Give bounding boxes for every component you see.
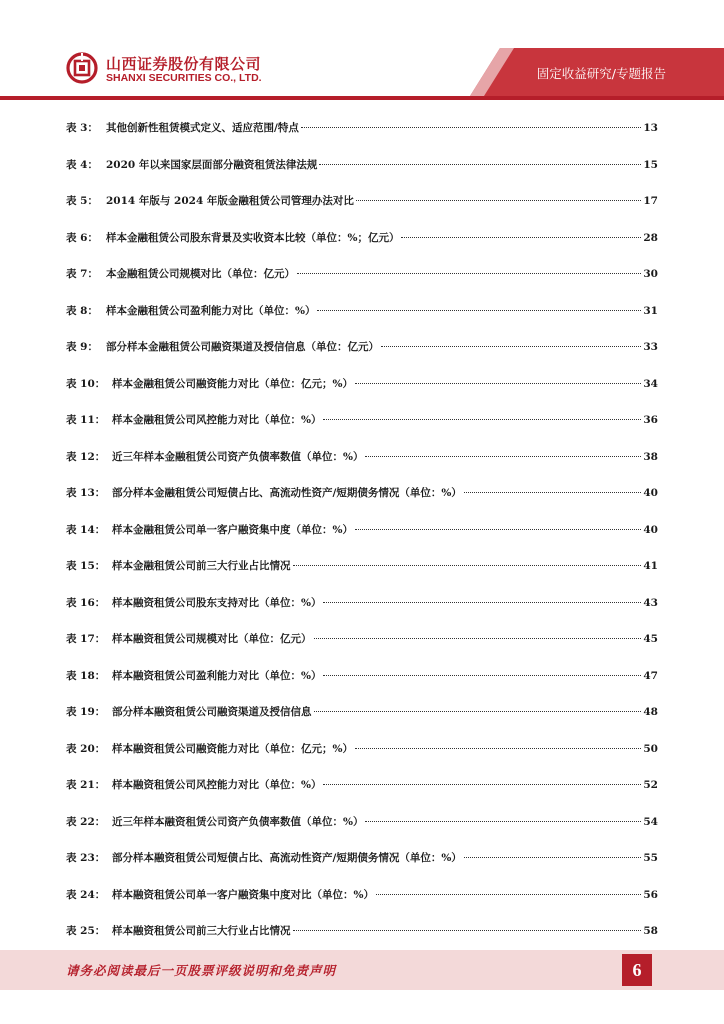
toc-entry-page[interactable]: 58 <box>643 925 658 937</box>
toc-dot-leader <box>314 629 642 639</box>
toc-entry[interactable] <box>66 301 658 338</box>
company-name-cn: 山西证券股份有限公司 <box>106 55 262 73</box>
toc-entry-page[interactable]: 50 <box>643 742 658 755</box>
toc-entry-page[interactable]: 48 <box>643 706 658 718</box>
toc-dot-leader <box>355 739 641 749</box>
toc-entry[interactable] <box>66 593 658 630</box>
toc-dot-leader <box>323 593 641 603</box>
toc-entry[interactable] <box>66 556 658 593</box>
toc-dot-leader <box>301 118 642 128</box>
toc-entry-page[interactable]: 45 <box>643 633 658 645</box>
toc-entry-label: 表 24： <box>66 888 106 901</box>
toc-entry-label: 表 8： <box>66 304 98 317</box>
toc-entry-page[interactable]: 47 <box>643 669 658 682</box>
toc-dot-leader <box>355 520 641 530</box>
toc-entry[interactable] <box>66 885 658 922</box>
page-footer <box>0 950 724 990</box>
toc-entry-title[interactable]: 样本金融租赁公司前三大行业占比情况 <box>112 560 291 572</box>
toc-entry-page[interactable]: 36 <box>643 414 658 426</box>
section-label: 固定收益研究/专题报告 <box>536 66 666 81</box>
toc-entry-label: 表 25： <box>66 925 106 937</box>
toc-entry[interactable] <box>66 775 658 812</box>
toc-entry[interactable] <box>66 812 658 849</box>
header-divider <box>0 96 724 100</box>
toc-entry-title[interactable]: 近三年样本融资租赁公司资产负债率数值（单位：%） <box>112 815 364 828</box>
toc-entry-page[interactable]: 43 <box>643 596 658 609</box>
toc-dot-leader <box>317 301 641 311</box>
toc-entry-page[interactable]: 31 <box>643 304 658 317</box>
toc-entry-title[interactable]: 样本金融租赁公司股东背景及实收资本比较（单位：%；亿元） <box>106 231 400 244</box>
toc-dot-leader <box>297 264 641 274</box>
toc-entry-label: 表 9： <box>66 341 98 353</box>
page-number: 6 <box>622 954 652 986</box>
toc-entry-label: 表 4： <box>66 158 98 171</box>
toc-entry[interactable] <box>66 666 658 703</box>
toc-entry-page[interactable]: 54 <box>643 815 658 828</box>
toc-entry-page[interactable]: 17 <box>643 195 658 207</box>
toc-dot-leader <box>319 155 641 165</box>
toc-entry[interactable] <box>66 629 658 666</box>
table-of-tables <box>66 118 658 958</box>
toc-entry[interactable] <box>66 520 658 557</box>
toc-entry[interactable] <box>66 264 658 301</box>
toc-entry-label: 表 12： <box>66 450 106 463</box>
toc-entry[interactable] <box>66 739 658 776</box>
toc-entry-page[interactable]: 33 <box>643 341 658 353</box>
shanxi-securities-logo-icon <box>66 52 98 84</box>
toc-entry-page[interactable]: 34 <box>643 377 658 390</box>
toc-dot-leader <box>365 447 641 457</box>
toc-entry[interactable] <box>66 118 658 155</box>
toc-dot-leader <box>355 374 641 384</box>
toc-entry-label: 表 6： <box>66 231 98 244</box>
toc-dot-leader <box>293 921 642 931</box>
toc-entry-title[interactable]: 样本融资租赁公司盈利能力对比（单位：%） <box>112 669 322 682</box>
toc-entry-title[interactable]: 样本金融租赁公司单一客户融资集中度（单位：%） <box>112 523 353 536</box>
toc-entry-label: 表 14： <box>66 523 106 536</box>
company-name-en: SHANXI SECURITIES CO., LTD. <box>106 72 262 84</box>
toc-dot-leader <box>365 812 641 822</box>
toc-dot-leader <box>376 885 641 895</box>
toc-entry-page[interactable]: 40 <box>643 487 658 499</box>
toc-entry-label: 表 7： <box>66 268 98 280</box>
toc-entry-label: 表 23： <box>66 852 106 864</box>
toc-entry-label: 表 10： <box>66 377 106 390</box>
toc-entry-title[interactable]: 样本融资租赁公司单一客户融资集中度对比（单位：%） <box>112 888 374 901</box>
disclaimer-text: 请务必阅读最后一页股票评级说明和免责声明 <box>66 963 337 978</box>
toc-entry[interactable] <box>66 228 658 265</box>
toc-entry[interactable] <box>66 155 658 192</box>
toc-entry-title[interactable]: 样本金融租赁公司盈利能力对比（单位：%） <box>106 304 316 317</box>
toc-entry-label: 表 18： <box>66 669 106 682</box>
toc-entry-title[interactable]: 样本融资租赁公司股东支持对比（单位：%） <box>112 596 322 609</box>
toc-dot-leader <box>323 775 641 785</box>
toc-entry-page[interactable]: 15 <box>643 158 658 171</box>
toc-entry-label: 表 19： <box>66 706 106 718</box>
toc-entry[interactable] <box>66 374 658 411</box>
toc-entry[interactable] <box>66 447 658 484</box>
page-header <box>0 0 724 100</box>
toc-entry[interactable] <box>66 702 658 739</box>
toc-entry-title[interactable]: 部分样本融资租赁公司短债占比、高流动性资产/短期债务情况（单位：%） <box>112 852 462 864</box>
toc-dot-leader <box>314 702 642 712</box>
toc-entry-label: 表 11： <box>66 414 106 426</box>
toc-entry-page[interactable]: 28 <box>643 231 658 244</box>
toc-entry-title[interactable]: 样本金融租赁公司风控能力对比（单位：%） <box>112 414 322 426</box>
toc-entry-label: 表 15： <box>66 560 106 572</box>
toc-entry-title[interactable]: 其他创新性租赁模式定义、适应范围/特点 <box>106 122 299 134</box>
toc-entry[interactable] <box>66 483 658 520</box>
toc-entry[interactable] <box>66 848 658 885</box>
toc-dot-leader <box>323 410 641 420</box>
toc-entry-title[interactable]: 部分样本金融租赁公司短债占比、高流动性资产/短期债务情况（单位：%） <box>112 487 462 499</box>
toc-entry-page[interactable]: 40 <box>643 523 658 536</box>
toc-dot-leader <box>381 337 641 347</box>
toc-entry-label: 表 20： <box>66 742 106 755</box>
toc-dot-leader <box>293 556 642 566</box>
toc-dot-leader <box>464 848 642 858</box>
toc-entry[interactable] <box>66 337 658 374</box>
toc-entry-label: 表 3： <box>66 122 98 134</box>
toc-entry-page[interactable]: 13 <box>643 122 658 134</box>
toc-entry-label: 表 21： <box>66 779 106 791</box>
toc-entry-label: 表 5： <box>66 195 98 207</box>
toc-entry-title[interactable]: 部分样本金融租赁公司融资渠道及授信信息（单位：亿元） <box>106 341 379 353</box>
toc-entry-label: 表 17： <box>66 633 106 645</box>
toc-entry-title[interactable]: 样本金融租赁公司融资能力对比（单位：亿元；%） <box>112 377 353 390</box>
toc-entry-label: 表 16： <box>66 596 106 609</box>
toc-entry-title[interactable]: 部分样本融资租赁公司融资渠道及授信信息 <box>112 706 312 718</box>
toc-entry-page[interactable]: 56 <box>643 888 658 901</box>
toc-entry-title[interactable]: 2014 年版与 2024 年版金融租赁公司管理办法对比 <box>106 195 354 207</box>
toc-entry-page[interactable]: 30 <box>643 268 658 280</box>
toc-entry-page[interactable]: 41 <box>643 560 658 572</box>
toc-entry-title[interactable]: 近三年样本金融租赁公司资产负债率数值（单位：%） <box>112 450 364 463</box>
toc-entry-label: 表 13： <box>66 487 106 499</box>
toc-entry-page[interactable]: 55 <box>643 852 658 864</box>
toc-entry-title[interactable]: 样本融资租赁公司前三大行业占比情况 <box>112 925 291 937</box>
toc-entry-title[interactable]: 样本融资租赁公司融资能力对比（单位：亿元；%） <box>112 742 353 755</box>
toc-entry-page[interactable]: 52 <box>643 779 658 791</box>
toc-dot-leader <box>401 228 641 238</box>
toc-dot-leader <box>356 191 641 201</box>
toc-dot-leader <box>464 483 642 493</box>
toc-entry-page[interactable]: 38 <box>643 450 658 463</box>
toc-entry[interactable] <box>66 191 658 228</box>
toc-entry-title[interactable]: 样本融资租赁公司风控能力对比（单位：%） <box>112 779 322 791</box>
toc-entry-label: 表 22： <box>66 815 106 828</box>
toc-entry-title[interactable]: 本金融租赁公司规模对比（单位：亿元） <box>106 268 295 280</box>
toc-dot-leader <box>323 666 641 676</box>
toc-entry-title[interactable]: 样本融资租赁公司规模对比（单位：亿元） <box>112 633 312 645</box>
toc-entry-title[interactable]: 2020 年以来国家层面部分融资租赁法律法规 <box>106 158 318 171</box>
toc-entry[interactable] <box>66 410 658 447</box>
